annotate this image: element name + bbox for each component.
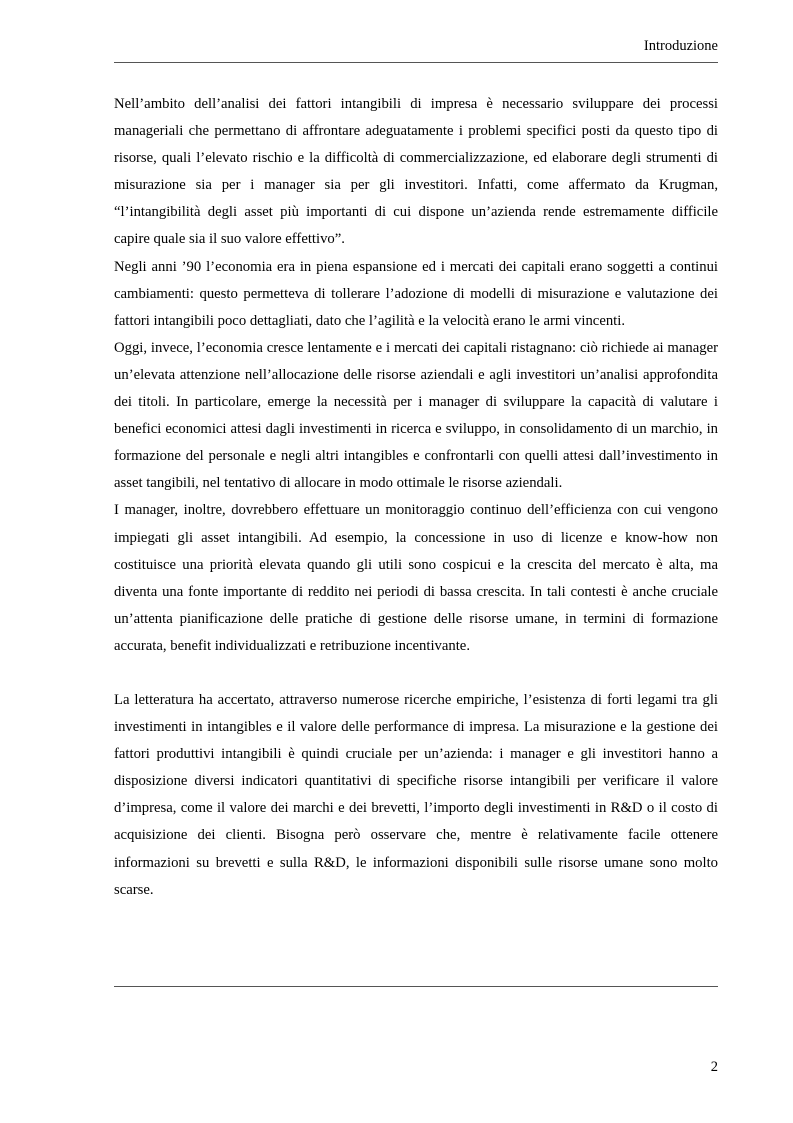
header-rule	[114, 62, 718, 63]
paragraph-3: Oggi, invece, l’economia cresce lentamente e i mercati dei capitali ristagnano: ciò richiede ai manager un’elevata attenzione nell’allocazione delle risorse aziendali e agli investitori un’analisi approfondita dei titoli. In particolare, emerge la necessità per i manager di sviluppare la capacità di valutare i benefici economici attesi dagli investimenti in ricerca e sviluppo, in consolidamento di un marchio, in formazione del personale e negli altri intangibles e confrontarli con quelli attesi dall’investimento in asset tangibili, nel tentativo di allocare in modo ottimale le risorse aziendali.	[114, 339, 718, 492]
page-body	[114, 91, 718, 904]
paragraph-5: La letteratura ha accertato, attraverso numerose ricerche empiriche, l’esistenza di forti legami tra gli investimenti in intangibles e il valore delle performance di impresa. La misurazione e la gestione dei fattori produttivi intangibili è quindi cruciale per un’azienda: i manager e gli investitori hanno a disposizione diversi indicatori quantitativi di specifiche risorse intangibili per verificare il valore d’impresa, come il valore dei marchi e dei brevetti, l’importo degli investimenti in R&D o il costo di acquisizione dei clienti. Bisogna però osservare che, mentre è relativamente facile ottenere informazioni su brevetti e sulla R&D, le informazioni disponibili sulle risorse umane sono molto scarse.	[114, 691, 718, 898]
footer-rule	[114, 986, 718, 987]
page-number: 2	[710, 1059, 718, 1075]
paragraph-4: I manager, inoltre, dovrebbero effettuare un monitoraggio continuo dell’efficienza con cui vengono impiegati gli asset intangibili. Ad esempio, la concessione in uso di licenze e know-how non costituisce una priorità elevata quando gli utili sono cospicui e la crescita del mercato è alta, ma diventa una fonte importante di reddito nei periodi di bassa crescita. In tali contesti è anche cruciale un’attenta pianificazione delle pratiche di gestione delle risorse umane, in termini di formazione accurata, benefit individualizzati e retribuzione incentivante.	[114, 502, 718, 654]
paragraph-1: Nell’ambito dell’analisi dei fattori intangibili di impresa è necessario sviluppare dei processi manageriali che permettano di affrontare adeguatamente i problemi specifici posti da questo tipo di risorse, quali l’elevato rischio e la difficoltà di commercializzazione, ed elaborare degli strumenti di misurazione sia per i manager sia per gli investitori. Infatti, come affermato da Krugman, “l’intangibilità degli asset più importanti di cui dispone un’azienda rende estremamente difficile capire quale sia il suo valore effettivo”.	[114, 96, 718, 248]
running-header: Introduzione	[643, 38, 718, 54]
paragraph-2: Negli anni ’90 l’economia era in piena espansione ed i mercati dei capitali erano soggetti a continui cambiamenti: questo permetteva di tollerare l’adozione di modelli di misurazione e valutazione dei fattori intangibili poco dettagliati, dato che l’agilità e la velocità erano le armi vincenti.	[114, 258, 718, 329]
